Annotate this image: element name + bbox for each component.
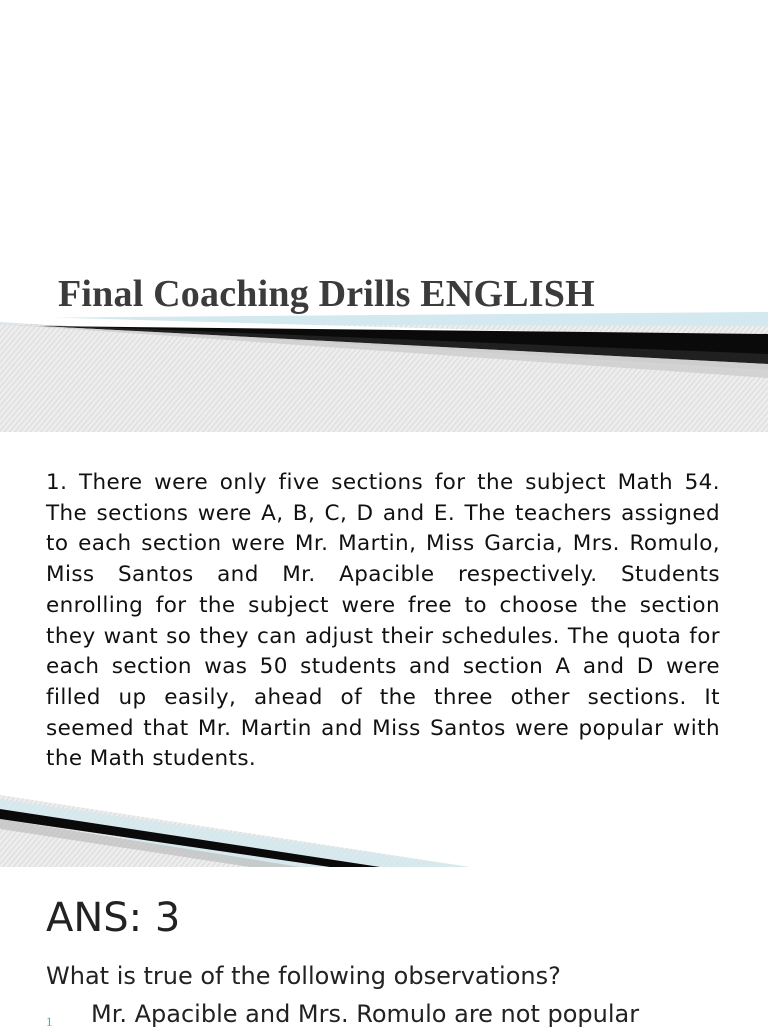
answer-heading: ANS: 3 (46, 895, 181, 941)
slide-title: Final Coaching Drills ENGLISH (58, 273, 595, 315)
option-number: 1 (46, 1014, 53, 1029)
passage-paragraph: 1. There were only five sections for the subject Math 54. The sections were A, B, C, D and E. The teachers assigned to each section were Mr. Martin, Miss Garcia, Mrs. Romulo, Miss Santos and Mr. Apacible respectively. Students enrolling for the subject were free to choose the section they want so they can adjust their schedules. The quota for each section was 50 students and section A and D were filled up easily, ahead of the three other sections. It seemed that Mr. Martin and Miss Santos were popular with the Math students. (46, 470, 720, 772)
question-text: What is true of the following observations? (46, 962, 561, 990)
option-text: Mr. Apacible and Mrs. Romulo are not popular (91, 1000, 640, 1028)
decorative-swoosh (0, 312, 768, 432)
decorative-swoosh-bottom (0, 795, 768, 867)
title-slide (0, 0, 768, 432)
